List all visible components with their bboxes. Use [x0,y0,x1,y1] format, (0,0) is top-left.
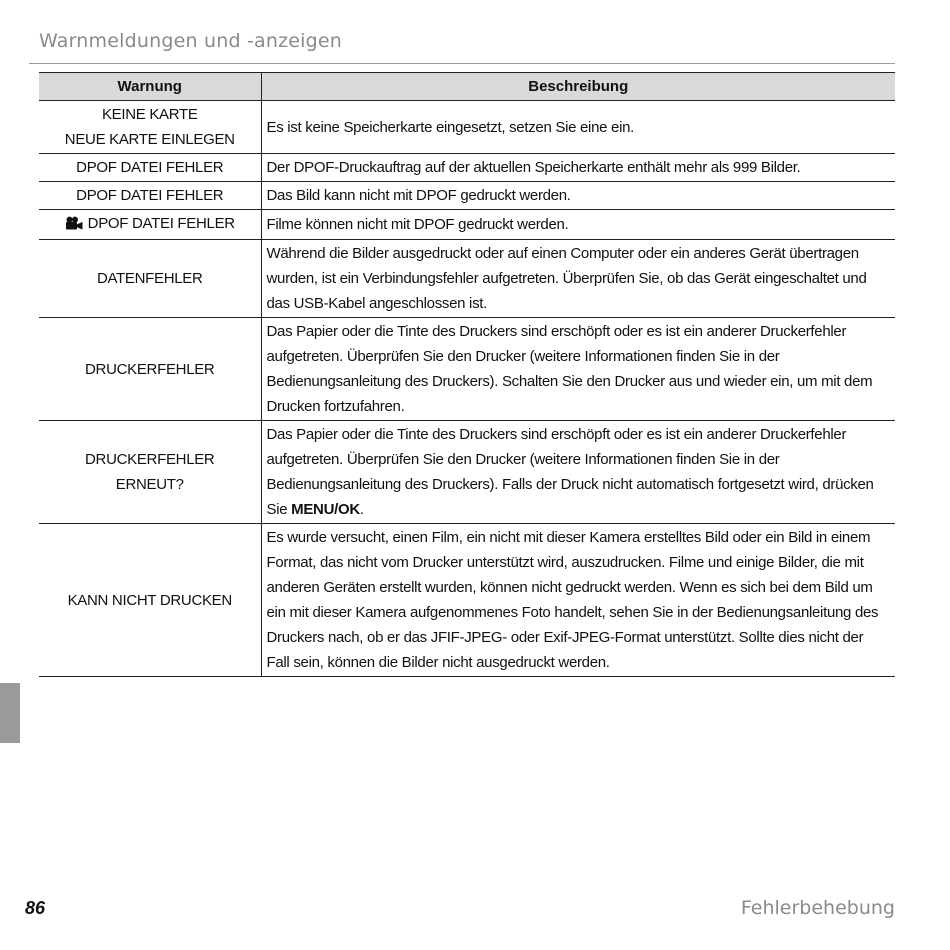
description-end: . [359,501,364,518]
warning-text: DRUCKERFEHLER [85,360,215,378]
table-row [39,101,895,154]
title-divider [29,63,895,64]
description-cell: Während die Bilder ausgedruckt oder auf einen Computer oder ein anderes Gerät übertragen wurden, ist ein Verbindungsfehler aufgetreten. Überprüfen Sie, ob das Gerät eingeschaltet und das USB-Kabel angeschlossen ist. [261,240,895,318]
warning-text: DATENFEHLER [96,270,203,287]
description-cell: Filme können nicht mit DPOF gedruckt werden. [261,210,895,240]
warning-cell [39,210,261,240]
warning-text: DPOF DATEI FEHLER [76,159,224,176]
warnings-table [39,72,895,677]
description-cell: Es ist keine Speicherkarte eingesetzt, setzen Sie eine ein. [261,101,895,154]
description-cell: Der DPOF-Druckauftrag auf der aktuellen Speicherkarte enthält mehr als 999 Bilder. [261,154,895,182]
table-row [39,421,895,524]
description-cell [261,421,895,524]
menu-ok-label: MENU/OK [291,501,360,518]
section-title: Warnmeldungen und -anzeigen [39,30,343,52]
column-header-description: Beschreibung [261,73,895,101]
description-cell: Das Bild kann nicht mit DPOF gedruckt werden. [261,182,895,210]
chapter-label: Fehlerbehebung [740,897,895,919]
table-header-row [39,73,895,101]
warning-text: DPOF DATEI FEHLER [76,187,224,204]
warning-text: ERNEUT? [115,476,184,493]
table-row [39,182,895,210]
page-number: 86 [25,898,46,918]
table-row [39,524,895,677]
warning-cell [39,101,261,154]
warning-text: NEUE KARTE EINLEGEN [64,131,235,148]
table-row [39,240,895,318]
warning-cell [39,154,261,182]
warning-text: KEINE KARTE [101,106,198,123]
warning-cell [39,318,261,421]
warning-text: DPOF DATEI FEHLER [87,215,235,232]
description-cell: Das Papier oder die Tinte des Druckers sind erschöpft oder es ist ein anderer Druckerfehler aufgetreten. Überprüfen Sie den Drucker (weitere Informationen finden Sie in der Bedienungsanleitung des Druckers). Schalten Sie den Drucker aus und wieder ein, um mit dem Drucken fortzufahren. [261,318,895,421]
chapter-side-tab [0,683,20,743]
table-row [39,210,895,240]
description-cell: Es wurde versucht, einen Film, ein nicht mit dieser Kamera erstelltes Bild oder ein Bild in einem Format, das nicht vom Drucker unterstützt wird, auszudrucken. Filme und einige Bilder, die mit anderen Geräten erstellt wurden, können nicht gedruckt werden. Wenn es sich bei dem Bild um ein mit dieser Kamera aufgenommenes Foto handelt, sehen Sie in der Bedienungsanleitung des Druckers nach, ob er das JFIF-JPEG- oder Exif-JPEG-Format unterstützt. Sollte dies nicht der Fall sein, können die Bilder nicht ausgedruckt werden. [261,524,895,677]
table-row [39,318,895,421]
description-text: Das Papier oder die Tinte des Druckers sind erschöpft oder es ist ein anderer Druckerfehler aufgetreten. Überprüfen Sie den Drucker (weitere Informationen finden Sie in der Bedienungsanleitung des Druckers). Falls der Druck nicht automatisch fortgesetzt wird, drücken Sie [266,426,874,518]
table-row [39,154,895,182]
warning-cell [39,240,261,318]
warning-text: DRUCKERFEHLER [85,451,215,468]
warning-cell [39,421,261,524]
warning-cell [39,182,261,210]
warning-text: KANN NICHT DRUCKEN [67,591,232,609]
column-header-warning: Warnung [39,73,261,101]
movie-camera-icon [65,213,83,238]
warning-cell [39,524,261,677]
